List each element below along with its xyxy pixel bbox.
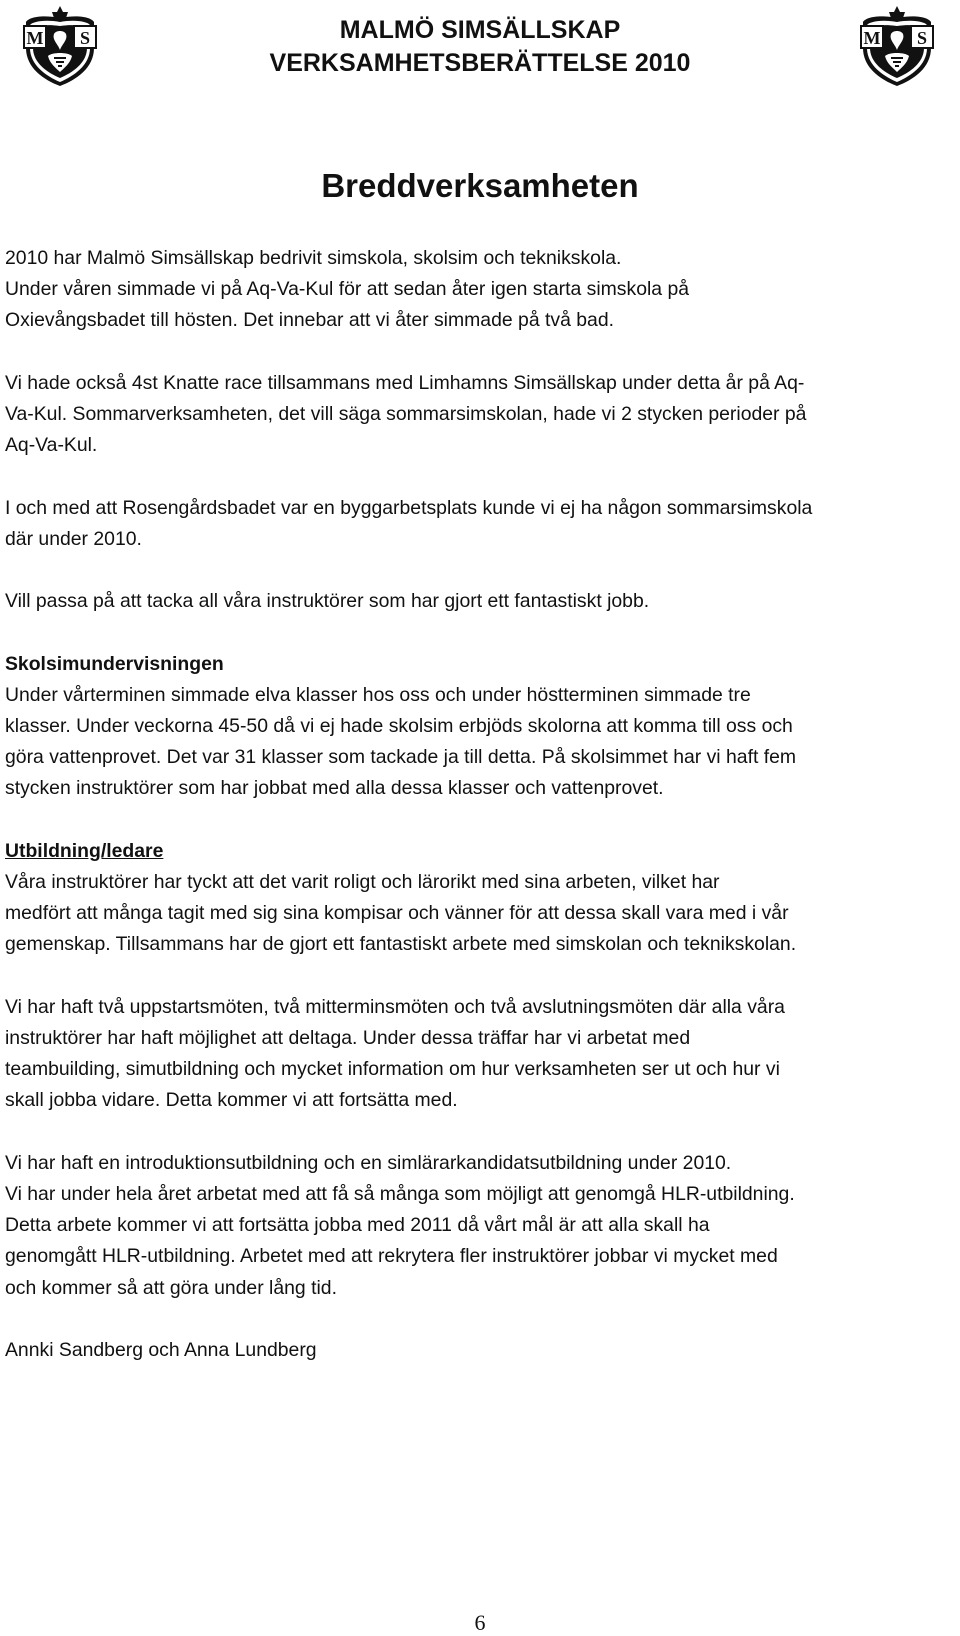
header-report-title: VERKSAMHETSBERÄTTELSE 2010	[269, 49, 691, 77]
paragraph-knatte-race: Vi hade också 4st Knatte race tillsammans med Limhamns Simsällskap under detta år på Aq- Va-Kul. Sommarverksamheten, det vill säga sommarsimskolan, hade vi 2 stycken perioder på Aq-Va-Kul.	[5, 371, 807, 457]
logo-letter-s: S	[79, 28, 91, 48]
document-body	[5, 243, 953, 1366]
paragraph-training: Vi har haft en introduktionsutbildning och en simlärarkandidatsutbildning under 2010. Vi har under hela året arbetat med att få så många som möjligt att genomgå HLR-utbildning. Detta arbete kommer vi att fortsätta jobba med 2011 då vårt mål är att alla skall ha genomgått HLR-utbildning. Arbetet med att rekrytera fler instruktörer jobbar vi mycket med och kommer så att göra under lång tid.	[5, 1151, 795, 1299]
logo-letter-m: M	[863, 28, 881, 48]
paragraph-skolsim: Under vårterminen simmade elva klasser hos oss och under höstterminen simmade tre klasser. Under veckorna 45-50 då vi ej hade skolsim erbjöds skolorna att komma till oss och göra vattenprovet. Det var 31 klasser som tackade ja till detta. På skolsimmet har vi haft fem stycken instruktörer som har jobbat med alla dessa klasser och vattenprovet.	[5, 683, 797, 800]
logo-letter-m: M	[26, 28, 44, 48]
club-crest-right-graphic	[855, 4, 939, 88]
section-heading-utbildning: Utbildning/ledare	[5, 839, 164, 862]
paragraph-intro: 2010 har Malmö Simsällskap bedrivit simskola, skolsim och teknikskola. Under våren simmade vi på Aq-Va-Kul för att sedan åter igen starta simskola på Oxievångsbadet till hösten. Det innebar att vi åter simmade på två bad.	[5, 247, 690, 332]
page-title: Breddverksamheten	[321, 167, 639, 204]
page-number: 6	[474, 1610, 486, 1635]
header-org-name: MALMÖ SIMSÄLLSKAP	[339, 16, 621, 44]
section-heading-skolsim: Skolsimundervisningen	[5, 652, 224, 675]
paragraph-meetings: Vi har haft två uppstartsmöten, två mitterminsmöten och två avslutningsmöten där alla våra instruktörer har haft möjlighet att deltaga. Under dessa träffar har vi arbetat med teambuilding, simutbildning och mycket information om hur verksamheten ser ut och hur vi skall jobba vidare. Detta kommer vi att fortsätta med.	[5, 995, 785, 1112]
paragraph-instructors: Våra instruktörer har tyckt att det varit roligt och lärorikt med sina arbeten, vilket har medfört att många tagit med sig sina kompisar och vänner för att dessa skall vara med i vår gemenskap. Tillsammans har de gjort ett fantastiskt arbete med simskolan och teknikskolan.	[5, 870, 797, 956]
signature: Annki Sandberg och Anna Lundberg	[5, 1338, 317, 1361]
club-crest-icon	[855, 4, 939, 88]
paragraph-thanks: Vill passa på att tacka all våra instruktörer som har gjort ett fantastiskt jobb.	[5, 590, 650, 613]
logo-letter-s: S	[916, 28, 928, 48]
paragraph-rosengardsbadet: I och med att Rosengårdsbadet var en byggarbetsplats kunde vi ej ha någon sommarsimskola där under 2010.	[5, 496, 813, 550]
document-header	[0, 14, 960, 80]
